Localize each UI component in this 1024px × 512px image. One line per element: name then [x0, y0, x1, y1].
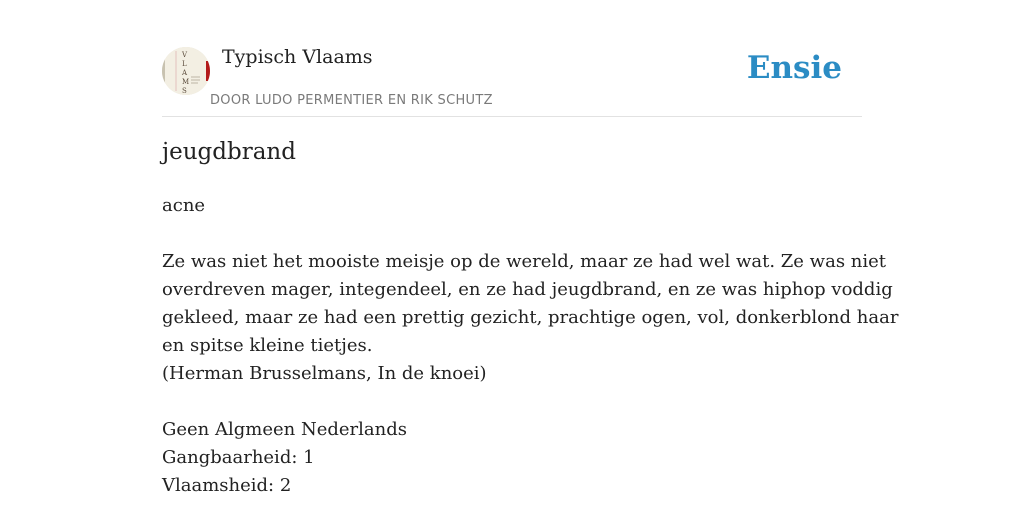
svg-text:V: V: [182, 51, 188, 59]
svg-text:L: L: [182, 60, 187, 68]
quote-citation: (Herman Brusselmans, In de knoei): [162, 363, 487, 384]
quote-line: overdreven mager, integendeel, en ze had jeugdbrand, en ze was hiphop voddig: [162, 279, 893, 300]
brand-logo[interactable]: Ensie: [746, 50, 842, 86]
quote-line: Ze was niet het mooiste meisje op de wereld, maar ze had wel wat. Ze was niet: [162, 251, 887, 272]
quote-line: gekleed, maar ze had een prettig gezicht, prachtige ogen, vol, donkerblond haar: [162, 307, 899, 328]
card-header: [162, 0, 862, 117]
source-title[interactable]: Typisch Vlaams: [222, 46, 373, 68]
svg-text:S: S: [182, 87, 187, 95]
vlaamsheid-label: Vlaamsheid: 2: [162, 475, 292, 496]
status-label: Geen Algmeen Nederlands: [162, 419, 407, 440]
entry-body: [162, 192, 899, 500]
spacer: [162, 388, 862, 416]
svg-text:A: A: [182, 69, 188, 77]
book-cover-icon[interactable]: [162, 47, 210, 95]
entry-card: [162, 0, 899, 512]
source-authors: DOOR LUDO PERMENTIER EN RIK SCHUTZ: [210, 93, 493, 108]
entry-word: jeugdbrand: [162, 139, 296, 165]
svg-text:M: M: [182, 78, 190, 86]
gangbaarheid-label: Gangbaarheid: 1: [162, 447, 315, 468]
spacer: [162, 220, 862, 248]
definition-text: acne: [162, 195, 206, 216]
quote-line: en spitse kleine tietjes.: [162, 335, 373, 356]
